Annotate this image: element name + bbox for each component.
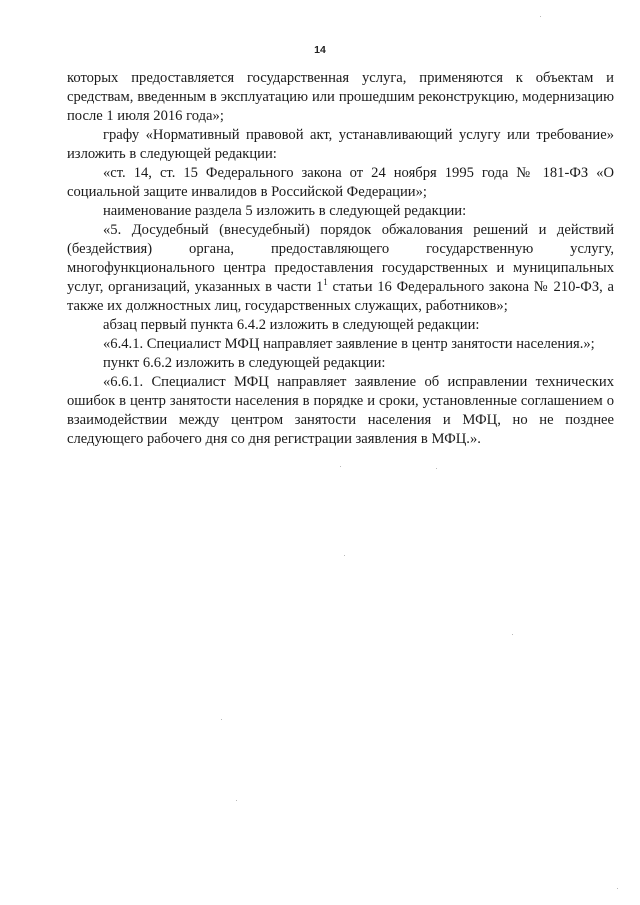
scan-speck (436, 468, 437, 469)
scan-speck (617, 888, 618, 889)
scan-speck (540, 16, 541, 17)
paragraph-amend-column: графу «Нормативный правовой акт, устанавливающий услугу или требование» изложить в следующей редакции: (67, 127, 614, 162)
section-5-text-after: статьи 16 Федерального закона № 210-ФЗ, а также их должностных лиц, государственных служащих, работников»; (67, 279, 614, 314)
paragraph-6-6-1-text: «6.6.1. Специалист МФЦ направляет заявление об исправлении технических ошибок в центр занятости населения в порядке и сроки, установленные соглашением о взаимодействии между центром занятости населения и МФЦ, но не позднее следующего рабочего дня со дня регистрации заявления в МФЦ.». (67, 374, 614, 447)
section-5-superscript: 1 (323, 277, 328, 287)
scan-speck (221, 719, 222, 720)
document-body (67, 69, 614, 449)
section-5-text-before: «5. Досудебный (внесудебный) порядок обжалования решений и действий (бездействия) органа, предоставляющего государственную услугу, многофункционального центра предоставления государственных и муниципальных услуг, организаций, указанных в части 1 (67, 222, 614, 295)
scan-speck (344, 555, 345, 556)
paragraph-section-title-instruction: наименование раздела 5 изложить в следующей редакции: (103, 203, 467, 219)
paragraph-continuation: которых предоставляется государственная услуга, применяются к объектам и средствам, введенным в эксплуатацию или прошедшим реконструкцию, модернизацию после 1 июля 2016 года»; (67, 70, 614, 124)
paragraph-6-4-1-text: «6.4.1. Специалист МФЦ направляет заявление в центр занятости населения.»; (103, 336, 595, 352)
paragraph-section-5-title (67, 221, 614, 316)
page-number: 14 (314, 44, 326, 56)
scan-speck (512, 634, 513, 635)
paragraph-law-reference: «ст. 14, ст. 15 Федерального закона от 24 ноября 1995 года № 181-ФЗ «О социальной защите инвалидов в Российской Федерации»; (67, 165, 614, 200)
scan-speck (340, 466, 341, 467)
paragraph-6-4-2-instruction: абзац первый пункта 6.4.2 изложить в следующей редакции: (103, 317, 480, 333)
paragraph-6-6-2-instruction: пункт 6.6.2 изложить в следующей редакции: (103, 355, 386, 371)
scan-speck (236, 800, 237, 801)
